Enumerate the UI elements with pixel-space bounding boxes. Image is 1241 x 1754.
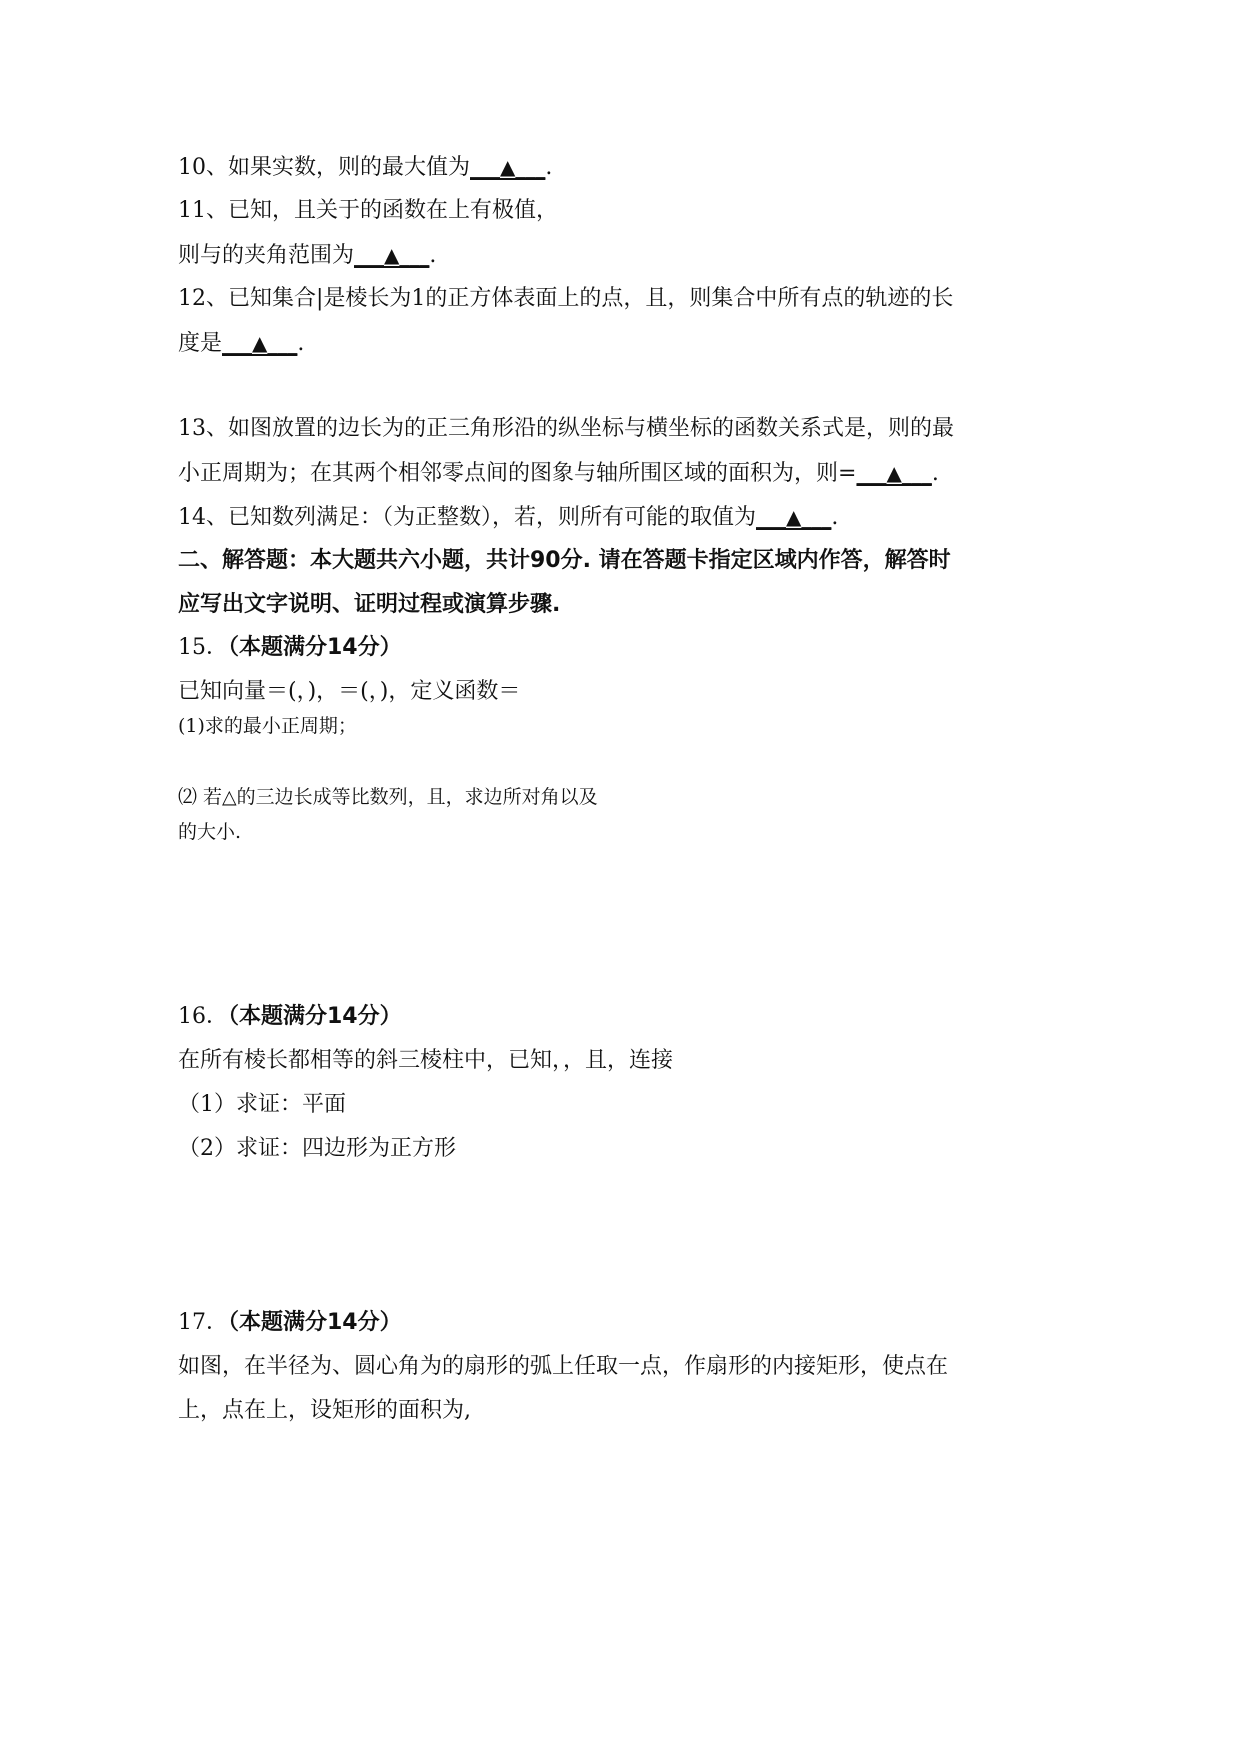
question-14: [178, 502, 838, 533]
question-10-end: .: [545, 155, 553, 180]
question-13-line-1: 13、如图放置的边长为的正三角形沿的纵坐标与横坐标的函数关系式是，则的最: [178, 416, 954, 441]
answer-blank: ___▲___: [756, 505, 832, 529]
question-17-score: （本题满分14分）: [228, 1310, 402, 1335]
question-10: [178, 152, 552, 183]
question-11-line-2: [178, 240, 436, 271]
question-15-part-2-cont: 的大小.: [178, 821, 242, 843]
question-12-line-2: [178, 328, 304, 359]
question-13-line-2: [178, 458, 939, 489]
section-2-heading-line-2: 应写出文字说明、证明过程或演算步骤.: [178, 592, 561, 617]
question-11-line-1: 11、已知，且关于的函数在上有极值，: [178, 198, 558, 223]
question-17-number: 17．: [178, 1310, 228, 1335]
question-12-line-1: 12、已知集合|是棱长为1的正方体表面上的点，且，则集合中所有点的轨迹的长: [178, 286, 954, 311]
question-17-stem-line-2: 上，点在上，设矩形的面积为,: [178, 1398, 471, 1423]
question-12-text: 度是: [178, 331, 223, 356]
question-16-score: （本题满分14分）: [228, 1004, 402, 1029]
answer-blank: ___▲___: [470, 155, 546, 179]
question-16-part-1: （1）求证：平面: [178, 1092, 346, 1117]
question-14-text: 14、已知数列满足：（为正整数），若，则所有可能的取值为: [178, 505, 756, 530]
question-10-text: 10、如果实数，则的最大值为: [178, 155, 470, 180]
question-11-end: .: [429, 243, 437, 268]
question-13-end: .: [931, 461, 939, 486]
question-15-heading: [178, 633, 402, 663]
answer-blank: ___▲___: [222, 331, 298, 355]
question-15-stem: 已知向量＝(，)，＝(，)，定义函数＝: [178, 679, 521, 704]
question-13-text: 小正周期为；在其两个相邻零点间的图象与轴所围区域的面积为，则=: [178, 461, 857, 486]
question-12-end: .: [297, 331, 305, 356]
question-16-number: 16．: [178, 1004, 228, 1029]
question-16-heading: [178, 1002, 402, 1032]
question-16-part-2: （2）求证：四边形为正方形: [178, 1136, 456, 1161]
question-15-score: （本题满分14分）: [228, 635, 402, 660]
section-2-heading-line-1: 二、解答题：本大题共六小题，共计90分. 请在答题卡指定区域内作答，解答时: [178, 548, 951, 573]
question-15-part-1: (1)求的最小正周期；: [178, 715, 357, 737]
question-17-heading: [178, 1308, 402, 1338]
question-15-part-2: ⑵ 若△的三边长成等比数列，且，求边所对角以及: [178, 786, 598, 808]
answer-blank: ___▲___: [354, 243, 430, 267]
answer-blank: ___▲___: [856, 461, 932, 485]
question-15-number: 15．: [178, 635, 228, 660]
question-11-text: 则与的夹角范围为: [178, 243, 355, 268]
question-14-end: .: [831, 505, 839, 530]
question-17-stem-line-1: 如图，在半径为、圆心角为的扇形的弧上任取一点，作扇形的内接矩形，使点在: [178, 1354, 949, 1379]
question-16-stem: 在所有棱长都相等的斜三棱柱中，已知，，且，连接: [178, 1048, 674, 1073]
